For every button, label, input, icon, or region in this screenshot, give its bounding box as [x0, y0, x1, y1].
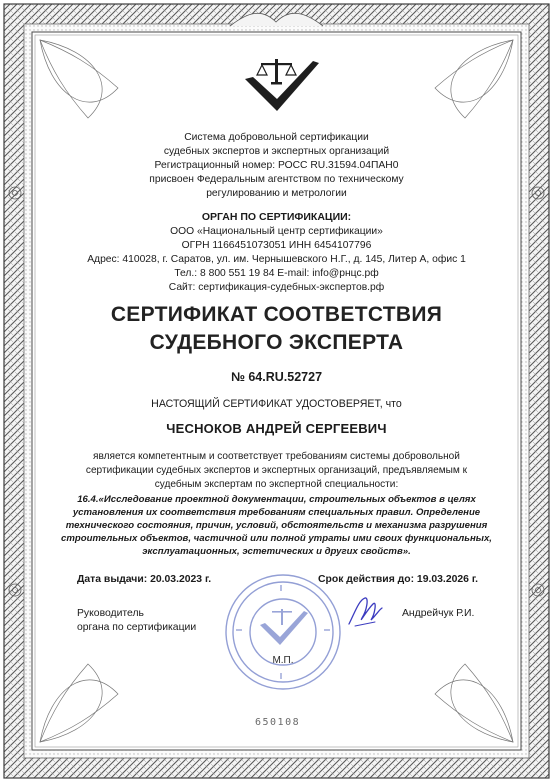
certifies-rest: , что — [379, 398, 402, 410]
system-line: Регистрационный номер: РОСС RU.31594.04ПАН0 — [154, 160, 399, 171]
organ-line: Тел.: 8 800 551 19 84 E-mail: info@рнцс.рф — [174, 268, 379, 279]
organ-title: ОРГАН ПО СЕРТИФИКАЦИИ: — [201, 211, 352, 223]
specialty-line: 16.4.«Исследование проектной документации, строительных объектов в целях — [77, 494, 476, 505]
head-line: органа по сертификации — [77, 622, 197, 633]
head-title — [77, 607, 196, 635]
specialty-line: установления их соответствия требованиям специальных правил. Определение — [72, 507, 481, 518]
certificate-title-line1: СЕРТИФИКАТ СООТВЕТСТВИЯ — [110, 303, 443, 326]
competence-text — [0, 450, 553, 492]
specialty-line: технического состояния, причин, условий, обстоятельств и механизма разрушения — [65, 520, 488, 531]
specialty-line: строительных объектов, частичной или полной утраты ими своих функциональных, — [61, 533, 492, 544]
issue-date: Дата выдачи: 20.03.2023 г. — [77, 574, 212, 585]
system-line: регулированию и метрологии — [206, 188, 347, 199]
certifies-bold: НАСТОЯЩИЙ СЕРТИФИКАТ УДОСТОВЕРЯЕТ — [151, 398, 380, 410]
organ-line: ОГРН 1166451073051 ИНН 6454107796 — [181, 240, 372, 251]
head-line: Руководитель — [77, 608, 144, 619]
system-line: присвоен Федеральным агентством по техническому — [149, 174, 404, 185]
body-line: сертификации судебных экспертов и экспертных организаций, предъявляемым к — [85, 465, 468, 476]
system-line: Система добровольной сертификации — [184, 132, 369, 143]
body-line: является компетентным и соответствует требованиям системы добровольной — [93, 451, 460, 462]
certification-logo-icon — [231, 53, 323, 117]
organ-line: Адрес: 410028, г. Саратов, ул. им. Чернышевского Н.Г., д. 145, Литер А, офис 1 — [87, 254, 466, 265]
expert-name: ЧЕСНОКОВ АНДРЕЙ СЕРГЕЕВИЧ — [166, 421, 387, 436]
valid-until: Срок действия до: 19.03.2026 г. — [318, 574, 478, 585]
signer-name: Андрейчук Р.И. — [402, 608, 475, 619]
signature-mark — [345, 592, 385, 630]
serial-number: 650108 — [255, 717, 301, 728]
specialty-line: эксплуатационных, эстетических и других свойств». — [142, 546, 411, 557]
specialty-text — [0, 493, 553, 558]
organization-stamp — [222, 571, 344, 693]
certificate-number: № 64.RU.52727 — [230, 370, 323, 384]
system-line: судебных экспертов и экспертных организаций — [163, 146, 390, 157]
organ-line: Сайт: сертификация-судебных-экспертов.рф — [168, 282, 385, 293]
certificate-title-line2: СУДЕБНОГО ЭКСПЕРТА — [149, 331, 404, 354]
stamp-mp: М.П. — [272, 655, 294, 666]
organ-details — [0, 225, 553, 295]
certifies-statement — [0, 398, 553, 410]
organ-line: ООО «Национальный центр сертификации» — [170, 226, 383, 237]
system-info — [0, 131, 553, 201]
body-line: судебным экспертам по экспертной специальности: — [154, 479, 399, 490]
